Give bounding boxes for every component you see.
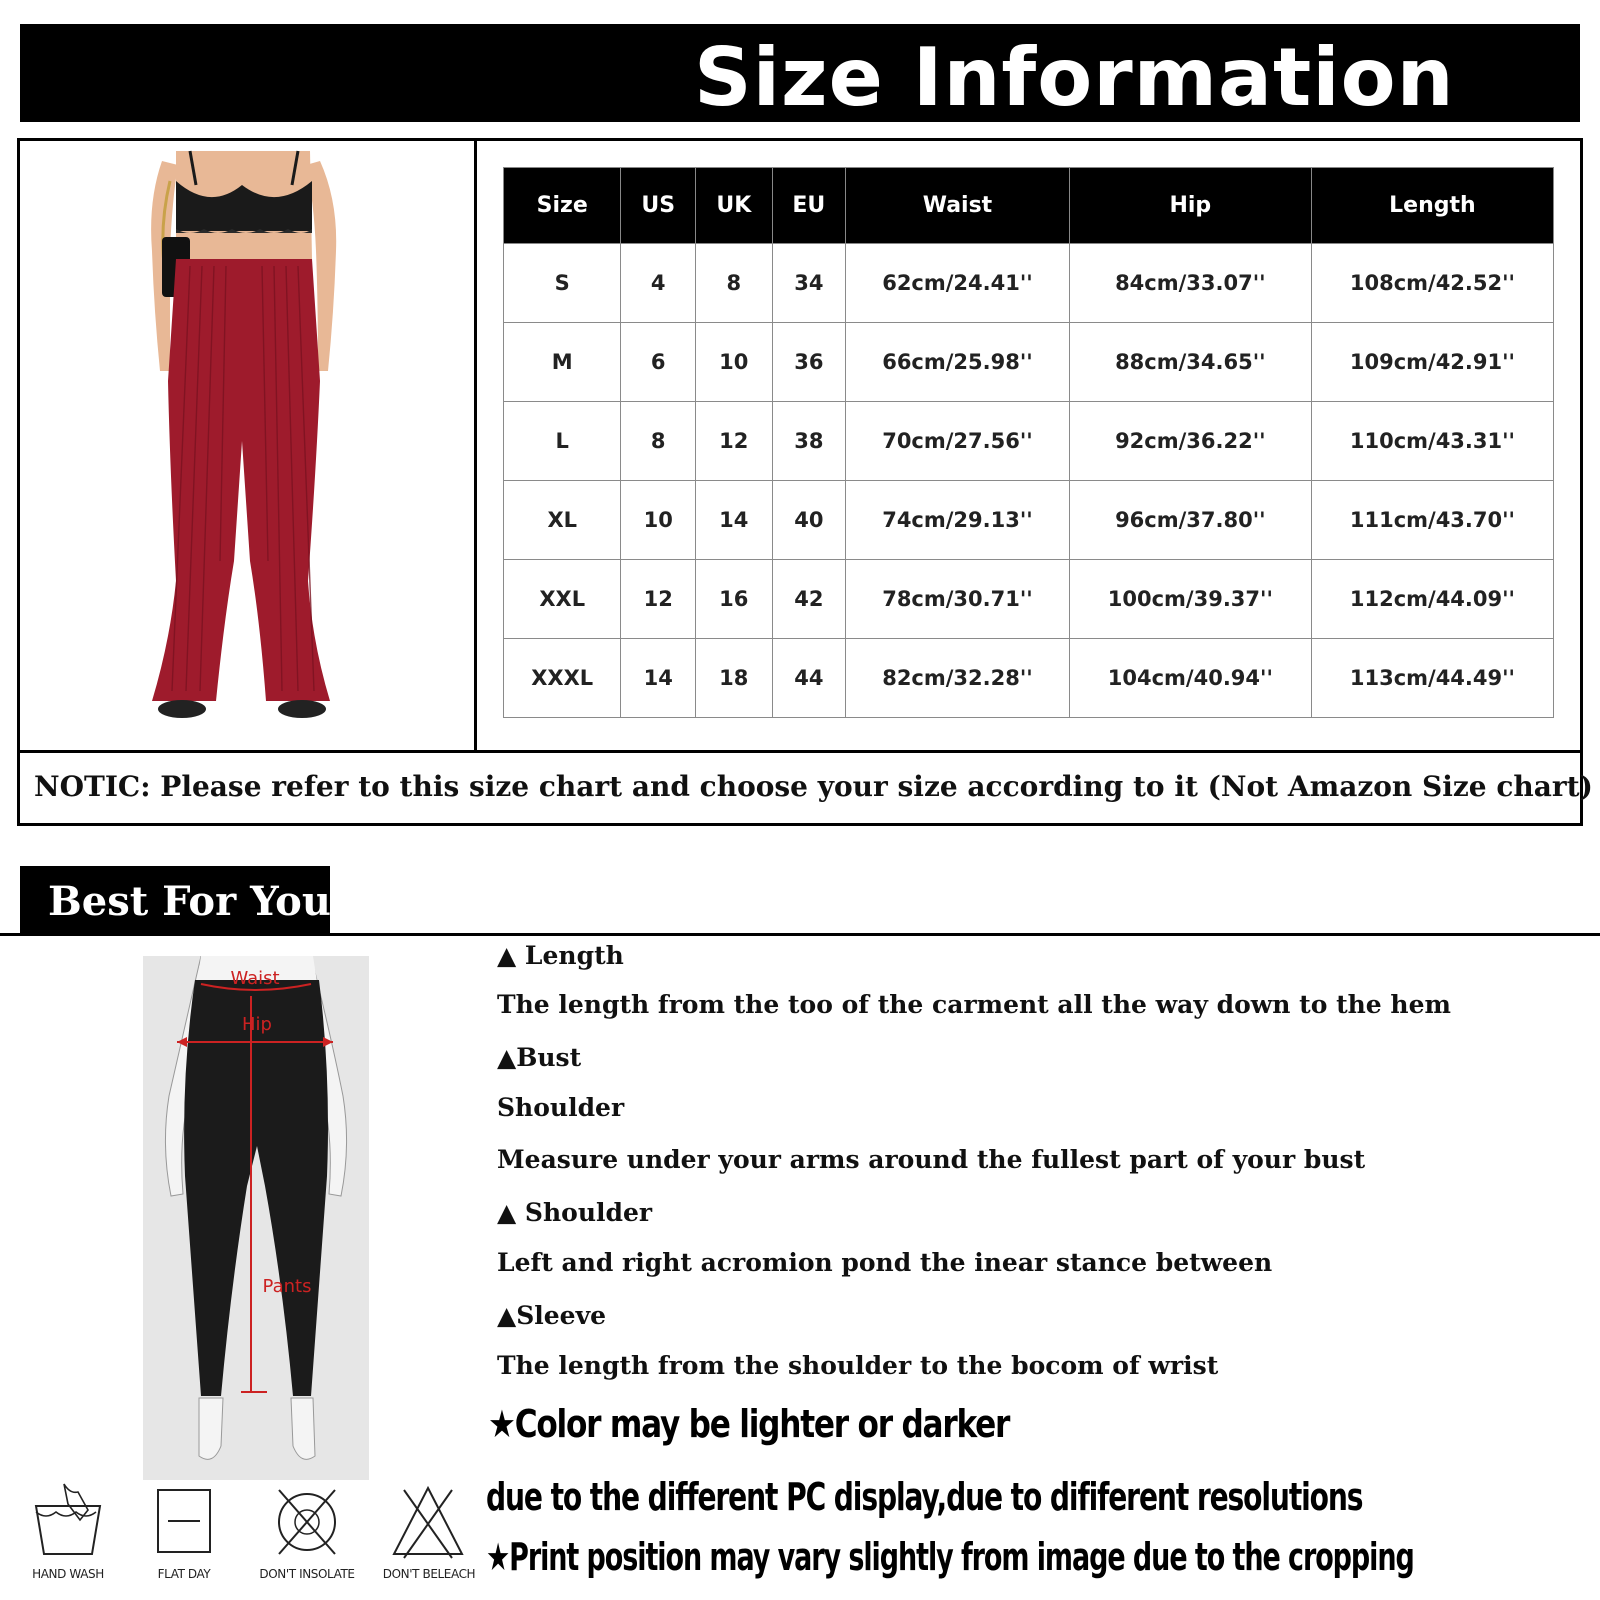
column-header-length: Length [1311, 168, 1553, 244]
us-cell: 14 [621, 639, 696, 718]
sleeve-heading: ▲Sleeve [497, 1301, 607, 1330]
size-table [503, 167, 1554, 718]
table-row [504, 323, 1554, 402]
shoulder-description: Left and right acromion pond the inear stance between [497, 1248, 1273, 1277]
care-label: HAND WASH [32, 1567, 104, 1581]
bust-heading: ▲Bust [497, 1043, 582, 1072]
care-label: FLAT DAY [157, 1567, 211, 1581]
color-note: ★Color may be lighter or darker [488, 1402, 1010, 1446]
best-for-you-title: Best For You [48, 878, 331, 925]
product-photo-cell [20, 141, 477, 753]
eu-cell: 44 [772, 639, 846, 718]
care-label: DON'T BELEACH [382, 1567, 476, 1581]
eu-cell: 42 [772, 560, 846, 639]
uk-cell: 12 [696, 402, 773, 481]
waist-cell: 82cm/32.28'' [846, 639, 1070, 718]
page-title: Size Information [694, 31, 1455, 124]
length-cell: 113cm/44.49'' [1311, 639, 1553, 718]
length-heading: ▲ Length [497, 941, 624, 970]
column-header-size: Size [504, 168, 621, 244]
hand-wash-icon [18, 1480, 118, 1564]
flat-dry-icon [134, 1480, 234, 1564]
length-cell: 112cm/44.09'' [1311, 560, 1553, 639]
hip-cell: 100cm/39.37'' [1069, 560, 1311, 639]
length-description: The length from the too of the carment all the way down to the hem [497, 990, 1451, 1019]
column-header-uk: UK [696, 168, 773, 244]
hip-cell: 84cm/33.07'' [1069, 244, 1311, 323]
measurement-diagram [143, 956, 369, 1480]
table-row [504, 402, 1554, 481]
column-header-hip: Hip [1069, 168, 1311, 244]
table-row [504, 560, 1554, 639]
care-label: DON'T INSOLATE [259, 1567, 355, 1581]
us-cell: 6 [621, 323, 696, 402]
no-sun-icon [257, 1480, 357, 1564]
waist-label: Waist [230, 968, 280, 989]
section-divider [0, 933, 1600, 936]
uk-cell: 16 [696, 560, 773, 639]
notice-row [20, 753, 1593, 823]
waist-cell: 66cm/25.98'' [846, 323, 1070, 402]
shoulder-heading: ▲ Shoulder [497, 1198, 653, 1227]
size-cell: S [504, 244, 621, 323]
eu-cell: 34 [772, 244, 846, 323]
hip-cell: 104cm/40.94'' [1069, 639, 1311, 718]
hip-cell: 92cm/36.22'' [1069, 402, 1311, 481]
pants-label: Pants [262, 1276, 312, 1297]
size-cell: XXL [504, 560, 621, 639]
size-cell: XL [504, 481, 621, 560]
hip-cell: 88cm/34.65'' [1069, 323, 1311, 402]
size-cell: M [504, 323, 621, 402]
hip-cell: 96cm/37.80'' [1069, 481, 1311, 560]
size-cell: XXXL [504, 639, 621, 718]
hip-label: Hip [242, 1014, 272, 1035]
table-row [504, 244, 1554, 323]
eu-cell: 38 [772, 402, 846, 481]
us-cell: 12 [621, 560, 696, 639]
title-bar [20, 24, 1580, 122]
length-cell: 108cm/42.52'' [1311, 244, 1553, 323]
uk-cell: 18 [696, 639, 773, 718]
length-cell: 109cm/42.91'' [1311, 323, 1553, 402]
uk-cell: 14 [696, 481, 773, 560]
us-cell: 4 [621, 244, 696, 323]
column-header-eu: EU [772, 168, 846, 244]
waist-cell: 62cm/24.41'' [846, 244, 1070, 323]
best-for-you-tab [20, 866, 330, 936]
waist-cell: 78cm/30.71'' [846, 560, 1070, 639]
us-cell: 10 [621, 481, 696, 560]
size-chart-section [17, 138, 1593, 826]
length-cell: 110cm/43.31'' [1311, 402, 1553, 481]
uk-cell: 10 [696, 323, 773, 402]
bust-subheading: Shoulder [497, 1093, 625, 1122]
table-row [504, 639, 1554, 718]
uk-cell: 8 [696, 244, 773, 323]
column-header-waist: Waist [846, 168, 1070, 244]
product-photo [20, 141, 474, 750]
waist-cell: 74cm/29.13'' [846, 481, 1070, 560]
eu-cell: 36 [772, 323, 846, 402]
size-notice: NOTIC: Please refer to this size chart and choose your size according to it (Not Amazon Size chart) [34, 770, 1593, 803]
eu-cell: 40 [772, 481, 846, 560]
waist-cell: 70cm/27.56'' [846, 402, 1070, 481]
table-row [504, 481, 1554, 560]
display-note: due to the different PC display,due to dififerent resolutions [486, 1475, 1363, 1519]
size-table-header-row [504, 168, 1554, 244]
us-cell: 8 [621, 402, 696, 481]
size-cell: L [504, 402, 621, 481]
length-cell: 111cm/43.70'' [1311, 481, 1553, 560]
no-bleach-icon [378, 1480, 478, 1564]
bust-description: Measure under your arms around the fullest part of your bust [497, 1145, 1366, 1174]
size-table-cell [477, 141, 1580, 753]
column-header-us: US [621, 168, 696, 244]
print-position-note: ★Print position may vary slightly from image due to the cropping [486, 1535, 1414, 1579]
sleeve-description: The length from the shoulder to the bocom of wrist [497, 1351, 1219, 1380]
